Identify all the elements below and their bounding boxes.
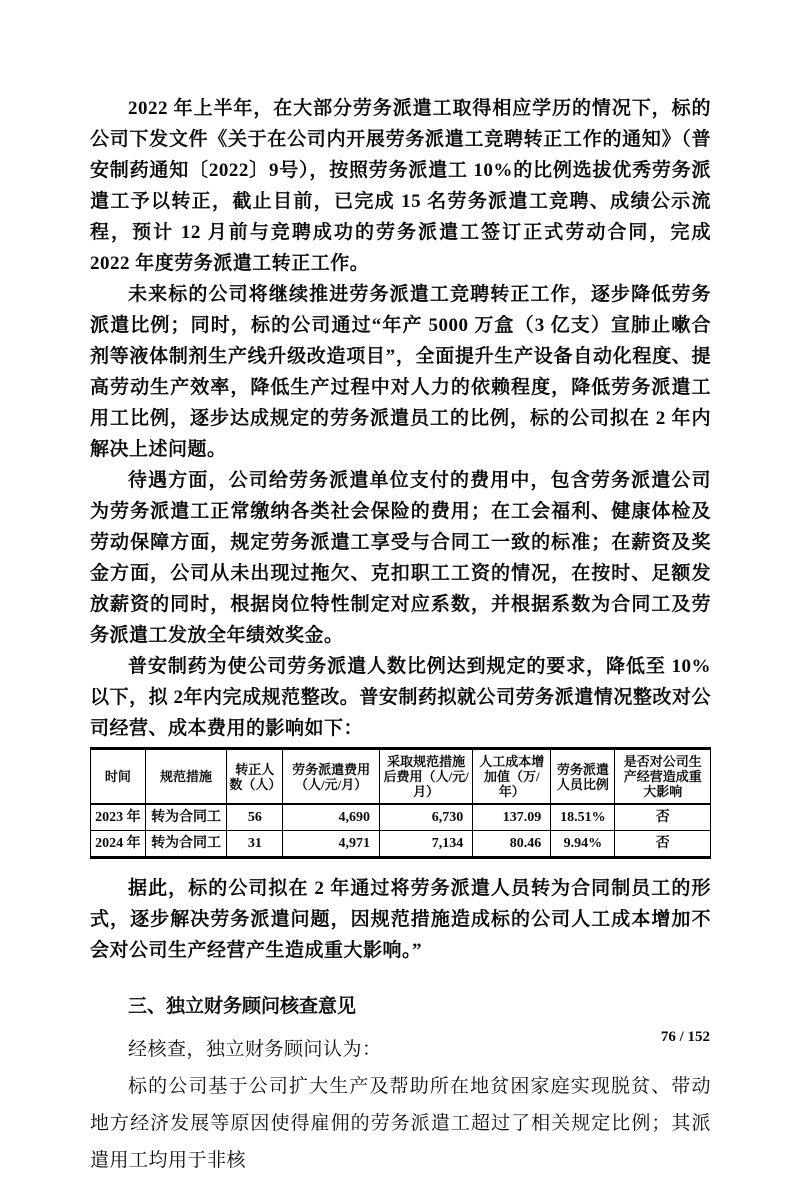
page-number: 76 / 152 (660, 1029, 710, 1045)
cell-time: 2023 年 (91, 804, 146, 831)
table-header-row (91, 749, 711, 805)
table-row (91, 831, 711, 858)
cell-dispatch-ratio: 18.51% (551, 804, 615, 831)
col-header-measure: 规范措施 (145, 749, 227, 805)
cell-dispatch-ratio: 9.94% (551, 831, 615, 858)
col-header-labor-cost-increase: 人工成本增加值（万/年） (473, 749, 551, 805)
cell-cost-after-measure: 7,134 (380, 831, 473, 858)
cell-major-impact: 否 (615, 804, 711, 831)
table-row (91, 804, 711, 831)
cell-labor-cost-increase: 80.46 (473, 831, 551, 858)
paragraph-transfer-progress: 2022 年上半年，在大部分劳务派遣工取得相应学历的情况下，标的公司下发文件《关于在公司内开展劳务派遣工竞聘转正工作的通知》（普安制药通知〔2022〕9号），按照劳务派遣工 10%的比例选拔优秀劳务派遣工予以转正，截止目前，已完成 15 名劳务派遣工竞聘、成绩公示流程，预计 12 月前与竞聘成功的劳务派遣工签订正式劳动合同，完成 2022 年度劳务派遣工转正工作。 (90, 98, 711, 274)
col-header-major-impact: 是否对公司生产经营造成重大影响 (615, 749, 711, 805)
document-page (90, 93, 711, 1179)
cell-dispatch-cost: 4,690 (283, 804, 380, 831)
cell-major-impact: 否 (615, 831, 711, 858)
paragraph-verification-intro: 经核查，独立财务顾问认为： (128, 1039, 382, 1060)
cell-measure: 转为合同工 (145, 804, 227, 831)
paragraph-advisor-opinion-body: 标的公司基于公司扩大生产及帮助所在地贫困家庭实现脱贫、带动地方经济发展等原因使得雇佣的劳务派遣工超过了相关规定比例；其派遣用工均用于非核 (90, 1076, 711, 1171)
labor-dispatch-impact-table (90, 747, 711, 859)
cell-time: 2024 年 (91, 831, 146, 858)
cell-converted-count: 31 (227, 831, 283, 858)
cell-labor-cost-increase: 137.09 (473, 804, 551, 831)
col-header-dispatch-cost: 劳务派遣费用（人/元/月） (283, 749, 380, 805)
spacer (90, 859, 711, 873)
paragraph-conclusion-quote: 据此，标的公司拟在 2 年通过将劳务派遣人员转为合同制员工的形式，逐步解决劳务派遣问题，因规范措施造成标的公司人工成本增加不会对公司生产经营产生造成重大影响。” (90, 878, 711, 961)
col-header-time: 时间 (91, 749, 146, 805)
cell-converted-count: 56 (227, 804, 283, 831)
paragraph-future-plan: 未来标的公司将继续推进劳务派遣工竞聘转正工作，逐步降低劳务派遣比例；同时，标的公司通过“年产 5000 万盒（3 亿支）宣肺止嗽合剂等液体制剂生产线升级改造项目”，全面提升生产设备自动化程度、提高劳动生产效率，降低生产过程中对人力的依赖程度，降低劳务派遣工用工比例，逐步达成规定的劳务派遣员工的比例，标的公司拟在 2 年内解决上述问题。 (90, 284, 711, 460)
col-header-cost-after-measure: 采取规范措施后费用（人/元/月） (380, 749, 473, 805)
section-heading-advisor-opinion: 三、独立财务顾问核查意见 (128, 996, 357, 1017)
col-header-dispatch-ratio: 劳务派遣人员比例 (551, 749, 615, 805)
cell-measure: 转为合同工 (145, 831, 227, 858)
table-header (91, 749, 711, 805)
paragraph-benefits: 待遇方面，公司给劳务派遣单位支付的费用中，包含劳务派遣公司为劳务派遣工正常缴纳各类社会保险的费用；在工会福利、健康体检及劳动保障方面，规定劳务派遣工享受与合同工一致的标准；在薪资及奖金方面，公司从未出现过拖欠、克扣职工工资的情况，在按时、足额发放薪资的同时，根据岗位特性制定对应系数，并根据系数为合同工及劳务派遣工发放全年绩效奖金。 (90, 470, 711, 646)
cell-dispatch-cost: 4,971 (283, 831, 380, 858)
paragraph-rectification-intro: 普安制药为使公司劳务派遣人数比例达到规定的要求，降低至 10%以下，拟 2年内完成规范整改。普安制药拟就公司劳务派遣情况整改对公司经营、成本费用的影响如下： (90, 656, 711, 739)
cell-cost-after-measure: 6,730 (380, 804, 473, 831)
col-header-converted-count: 转正人数（人） (227, 749, 283, 805)
